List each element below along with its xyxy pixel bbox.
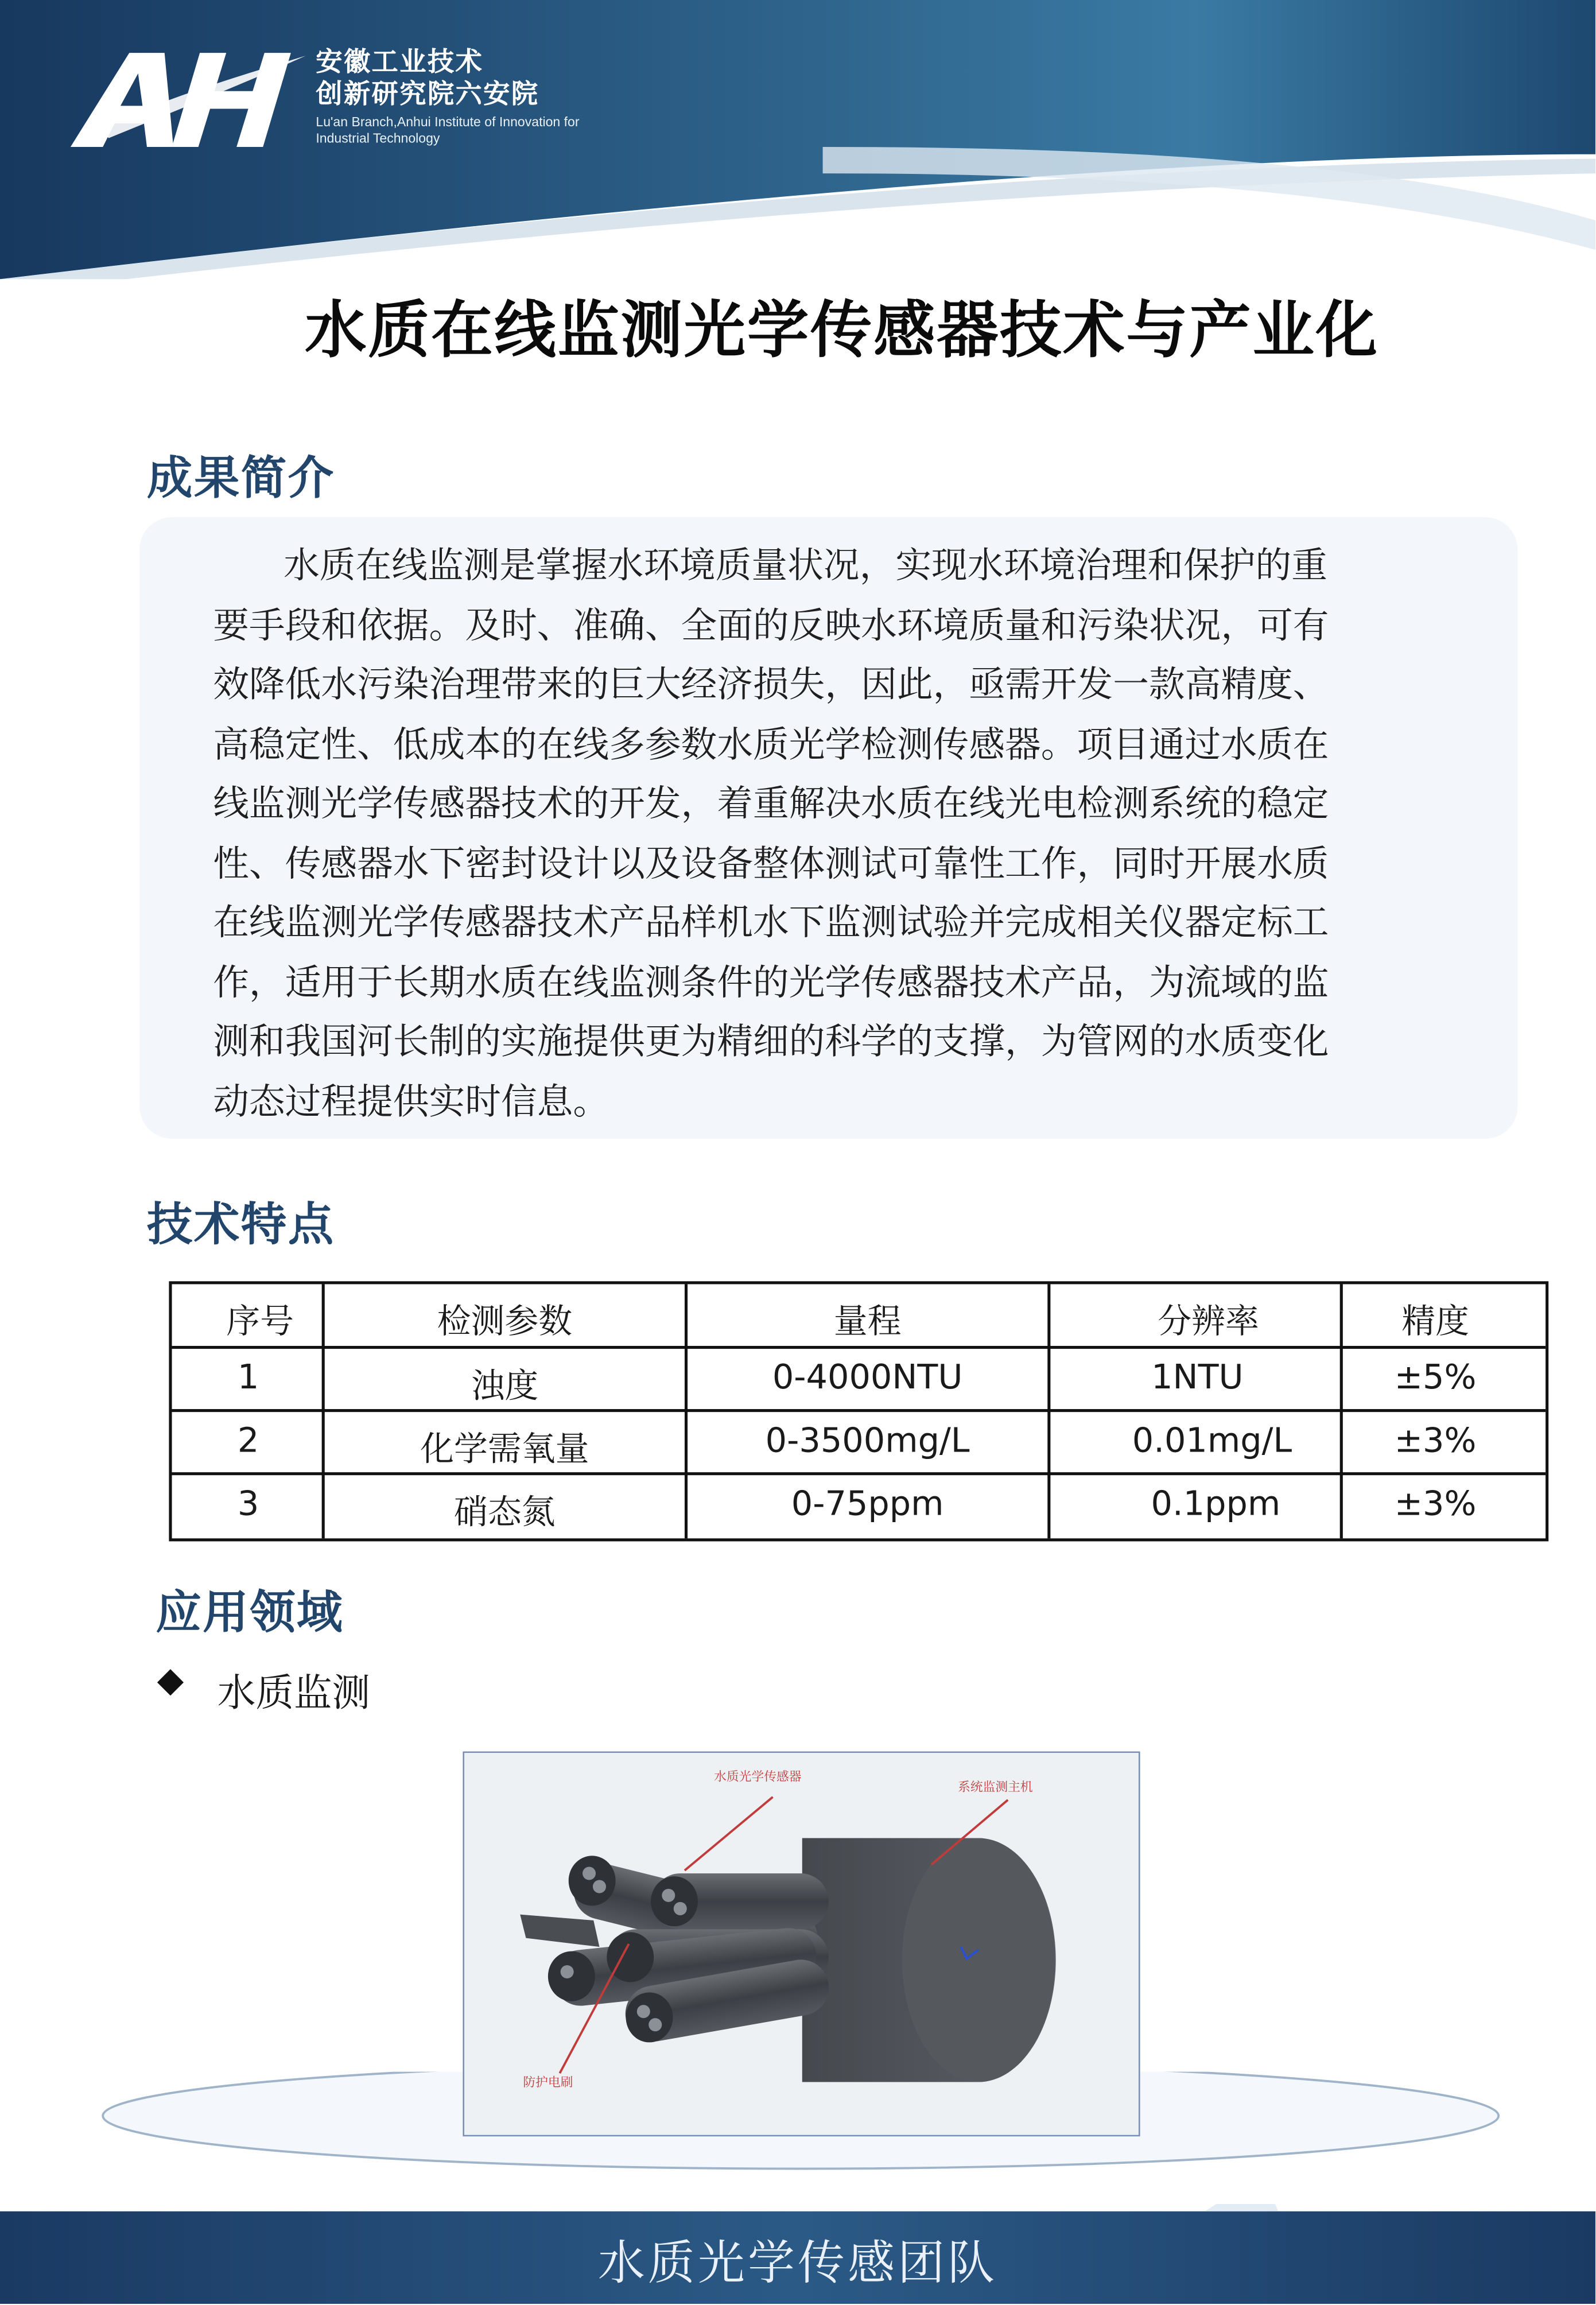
- institute-logo-icon: [71, 41, 313, 152]
- table-cell: ±3%: [1394, 1485, 1477, 1524]
- summary-heading: 成果简介: [147, 452, 335, 506]
- team-name: 水质光学传感团队: [597, 2234, 998, 2291]
- diagram-label-brush: 防护电刷: [523, 2076, 573, 2091]
- table-cell: ±3%: [1394, 1422, 1477, 1461]
- institute-name-en-line2: Industrial Technology: [316, 130, 440, 146]
- table-cell: 0-75ppm: [791, 1485, 944, 1524]
- table-cell: 0.1ppm: [1151, 1485, 1281, 1524]
- table-header-cell: 检测参数: [437, 1303, 573, 1342]
- summary-line: 水质在线监测是掌握水环境质量状况，实现水环境治理和保护的重: [284, 544, 1327, 587]
- summary-line: 测和我国河长制的实施提供更为精细的科学的支撑，为管网的水质变化: [213, 1019, 1329, 1062]
- table-cell: 0.01mg/L: [1132, 1422, 1292, 1461]
- table-header-cell: 精度: [1401, 1303, 1469, 1342]
- institute-name-line1: 安徽工业技术: [316, 46, 484, 78]
- diagram-label-host: 系统监测主机: [958, 1780, 1033, 1796]
- diamond-bullet-icon: [157, 1669, 184, 1695]
- summary-line: 效降低水污染治理带来的巨大经济损失，因此，亟需开发一款高精度、: [213, 662, 1329, 705]
- summary-line: 性、传感器水下密封设计以及设备整体测试可靠性工作，同时开展水质: [213, 841, 1329, 885]
- page-title: 水质在线监测光学传感器技术与产业化: [305, 294, 1379, 366]
- summary-line: 作，适用于长期水质在线监测条件的光学传感器技术产品，为流域的监: [213, 961, 1329, 1004]
- institute-name: [316, 47, 539, 112]
- summary-line: 动态过程提供实时信息。: [213, 1080, 609, 1123]
- table-cell: 2: [237, 1422, 259, 1461]
- table-cell: 浊度: [471, 1368, 539, 1406]
- diagram-label-sensor: 水质光学传感器: [714, 1770, 802, 1786]
- table-header-cell: 量程: [833, 1303, 902, 1342]
- application-item: 水质监测: [217, 1672, 371, 1717]
- table-divider: [172, 1409, 1546, 1412]
- institute-name-en: [316, 115, 579, 147]
- table-cell: 1: [237, 1359, 259, 1398]
- table-cell: 0-4000NTU: [772, 1359, 963, 1398]
- table-cell: 0-3500mg/L: [765, 1422, 970, 1461]
- application-heading: 应用领域: [156, 1586, 344, 1640]
- table-header-cell: 分辨率: [1158, 1303, 1259, 1342]
- table-header-cell: 序号: [226, 1303, 294, 1342]
- spec-table: [169, 1281, 1548, 1541]
- sensor-diagram: [463, 1752, 1140, 2137]
- table-cell: 3: [237, 1485, 259, 1524]
- table-cell: 硝态氮: [454, 1494, 556, 1533]
- summary-line: 在线监测光学传感器技术产品样机水下监测试验并完成相关仪器定标工: [213, 901, 1329, 944]
- institute-name-line2: 创新研究院六安院: [316, 79, 539, 110]
- table-cell: 化学需氧量: [420, 1431, 589, 1469]
- summary-line: 线监测光学传感器技术的开发，着重解决水质在线光电检测系统的稳定: [213, 781, 1329, 825]
- table-divider: [172, 1472, 1546, 1475]
- institute-name-en-line1: Lu'an Branch,Anhui Institute of Innovation for: [316, 114, 580, 130]
- table-cell: ±5%: [1394, 1359, 1477, 1398]
- table-cell: 1NTU: [1151, 1359, 1244, 1398]
- summary-line: 高稳定性、低成本的在线多参数水质光学检测传感器。项目通过水质在: [213, 723, 1329, 766]
- features-heading: 技术特点: [147, 1198, 335, 1252]
- table-divider: [172, 1346, 1546, 1349]
- summary-line: 要手段和依据。及时、准确、全面的反映水环境质量和污染状况，可有: [213, 604, 1329, 647]
